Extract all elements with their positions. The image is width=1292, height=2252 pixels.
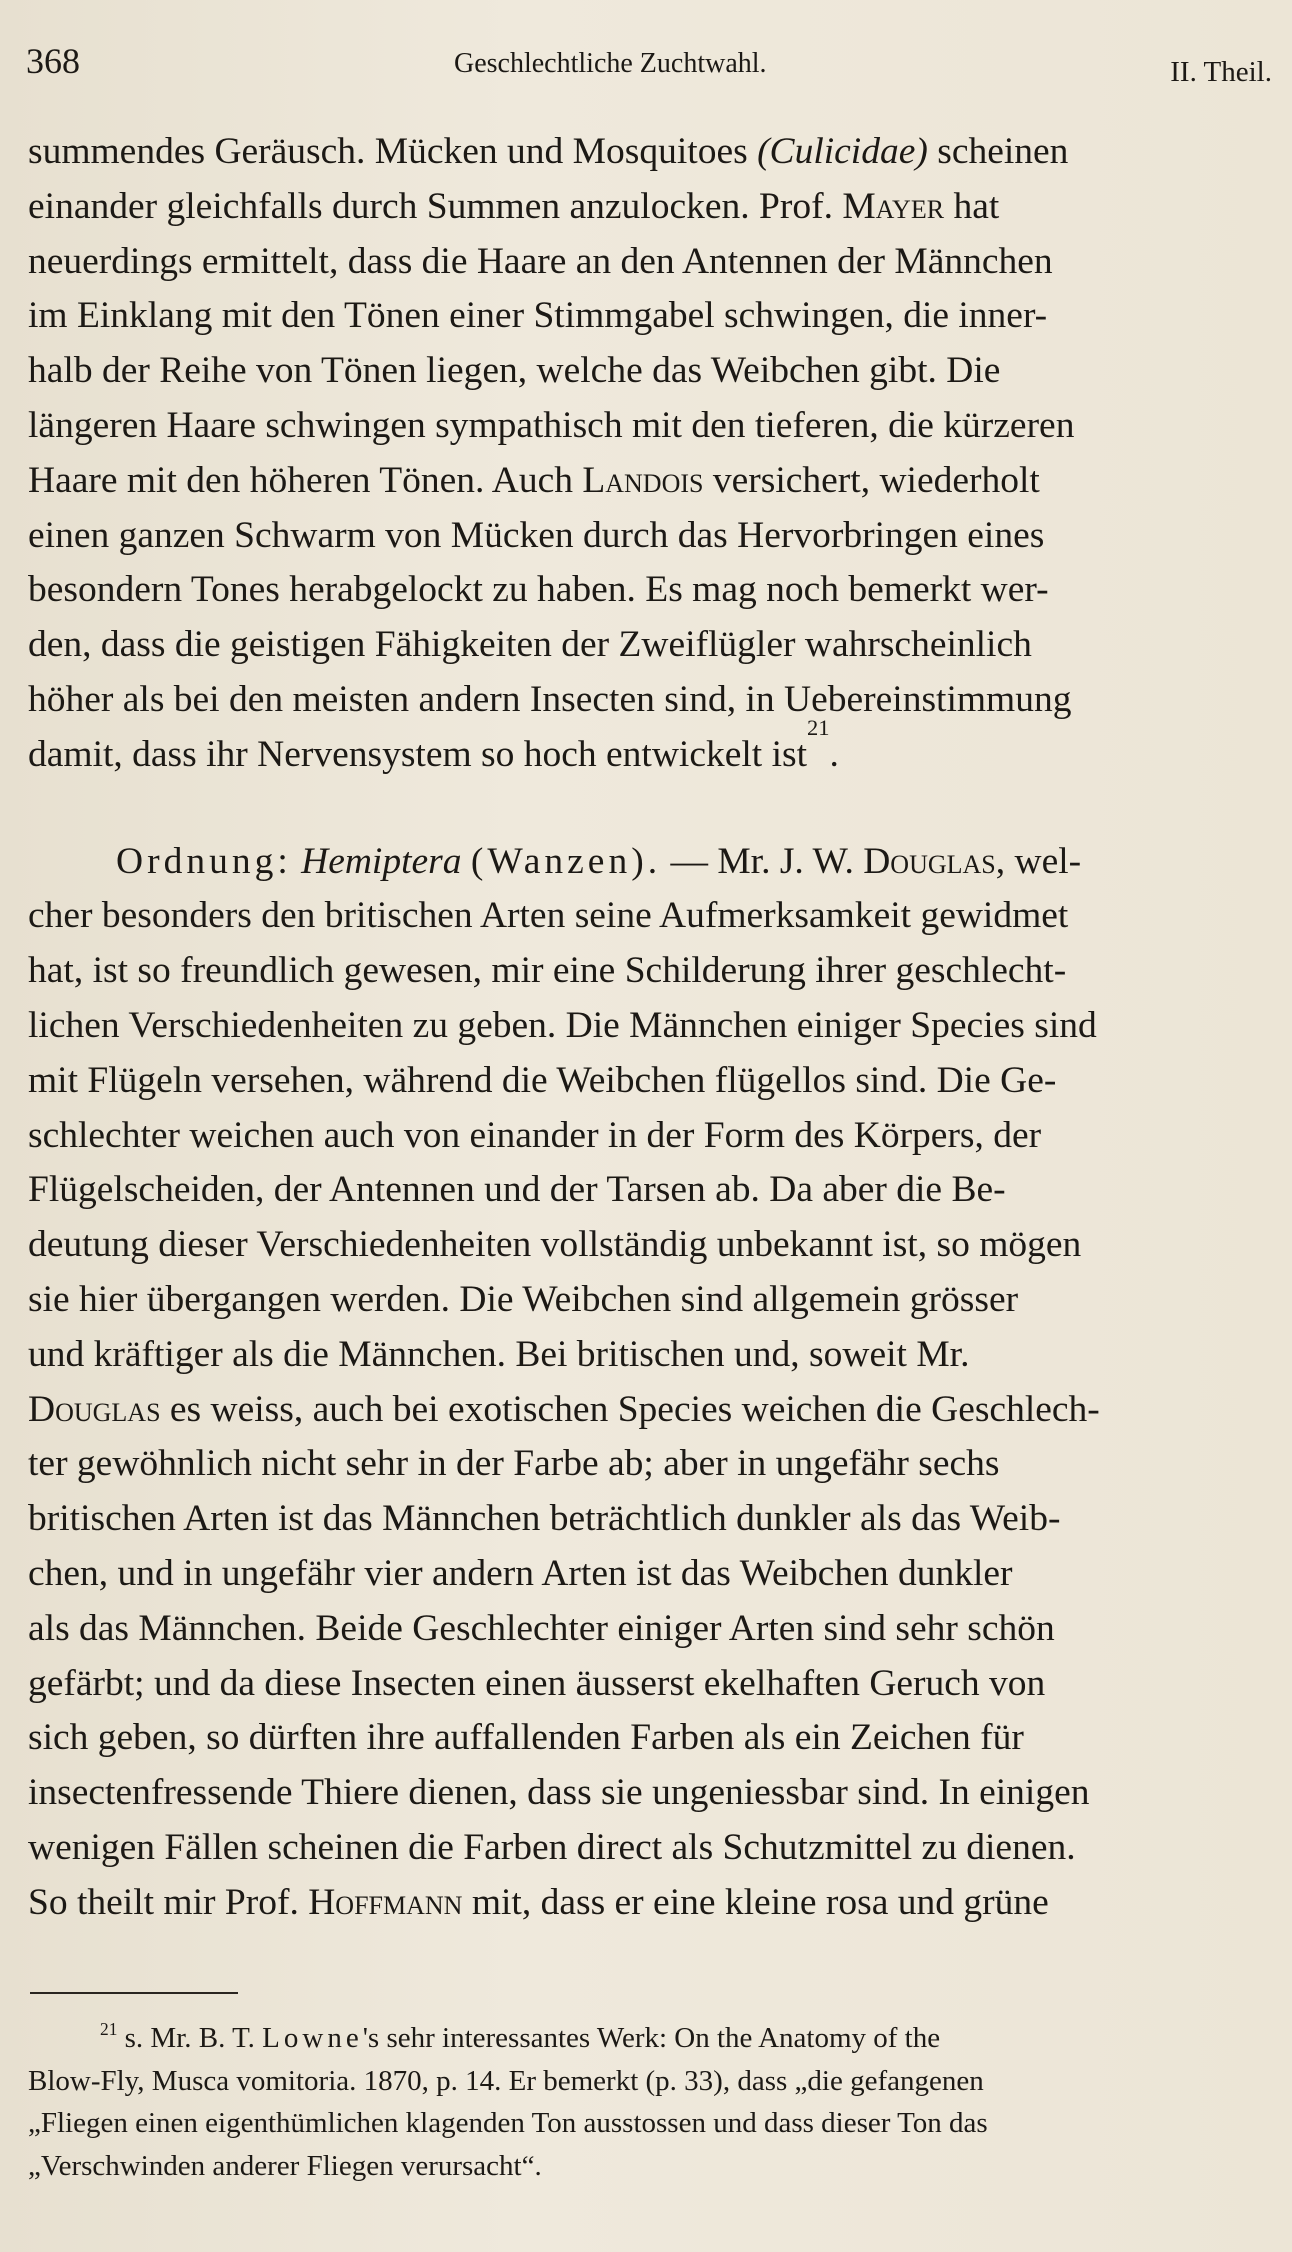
footnote-line: „Verschwinden anderer Fliegen verursacht“. [28,2149,542,2182]
text-line: einen ganzen Schwarm von Mücken durch das Hervorbringen eines [28,514,1045,556]
text-span: damit, dass ihr Nervensystem so hoch entwickelt ist [28,733,808,775]
text-line: insectenfressende Thiere dienen, dass sie ungeniessbar sind. In einigen [28,1772,1090,1814]
text-line: gefärbt; und da diese Insecten einen äusserst ekelhaften Geruch von [28,1662,1046,1704]
text-line: cher besonders den britischen Arten seine Aufmerksamkeit gewidmet [28,895,1069,937]
italic-term: Hemiptera [301,840,462,882]
text-line: sich geben, so dürften ihre auffallenden Farben als ein Zeichen für [28,1717,1024,1759]
footnote [28,2017,1270,2187]
section-label: (Wanzen). [470,840,662,882]
text-line: neuerdings ermittelt, dass die Haare an den Antennen der Männchen [28,240,1053,282]
section-label: Ordnung: [116,840,292,882]
main-text [28,125,1270,1931]
text-span: , wel- [995,840,1082,882]
text-line: lichen Verschiedenheiten zu geben. Die Männchen einiger Species sind [28,1004,1097,1046]
text-line: besondern Tones herabgelockt zu haben. Es mag noch bemerkt wer- [28,569,1049,611]
text-line [28,714,1270,783]
text-line: britischen Arten ist das Männchen beträchtlich dunkler als das Weib- [28,1498,1061,1540]
footnote-reference: 21 [807,714,830,740]
text-span: — Mr. J. W. [661,840,864,882]
text-span: scheinen [927,131,1069,172]
text-line [28,454,1270,509]
part-label: II. Theil. [1170,56,1272,88]
author-name: Douglas [28,1388,161,1430]
text-line: halb der Reihe von Tönen liegen, welche das Weibchen gibt. Die [28,350,1001,392]
author-name: Lowne [262,2022,363,2054]
text-line: sie hier übergangen werden. Die Weibchen sind allgemein grösser [28,1278,1019,1320]
text-line: und kräftiger als die Männchen. Bei britischen und, soweit Mr. [28,1333,970,1375]
author-name: Hoffmann [308,1881,463,1923]
text-span: Haare mit den höheren Tönen. Auch [28,459,583,501]
footnote-divider [30,1992,238,1994]
text-line: wenigen Fällen scheinen die Farben direct als Schutzmittel zu dienen. [28,1826,1076,1868]
text-span: So theilt mir Prof. [28,1881,309,1923]
text-span: es weiss, auch bei exotischen Species weichen die Geschlech- [160,1388,1100,1430]
text-line: höher als bei den meisten andern Insecten sind, in Uebereinstimmung [28,678,1072,720]
author-name: Douglas [863,840,996,882]
text-span: s. Mr. B. T. [117,2022,263,2054]
text-line: den, dass die geistigen Fähigkeiten der Zweiflügler wahrscheinlich [28,624,1032,666]
text-line [28,1876,1270,1931]
text-line [28,180,1270,235]
text-line: Flügelscheiden, der Antennen und der Tarsen ab. Da aber die Be- [28,1169,1006,1211]
text-line [28,125,1270,180]
text-line: hat, ist so freundlich gewesen, mir eine Schilderung ihrer geschlecht- [28,950,1067,992]
paragraph-gap [28,783,1270,835]
footnote-line: Blow-Fly, Musca vomitoria. 1870, p. 14. Er bemerkt (p. 33), dass „die gefangenen [28,2064,984,2097]
running-title: Geschlechtliche Zuchtwahl. [454,48,767,79]
text-span: einander gleichfalls durch Summen anzulocken. Prof. [28,185,843,227]
text-span: hat [944,185,1000,227]
text-span: mit, dass er eine kleine rosa und grüne [462,1881,1049,1923]
author-name: Landois [582,459,704,501]
footnote-line [28,2017,1270,2060]
text-span: versichert, wiederholt [703,459,1040,501]
text-line [28,1383,1270,1438]
text-line: mit Flügeln versehen, während die Weibchen flügellos sind. Die Ge- [28,1059,1057,1101]
footnote-number: 21 [100,2018,118,2039]
text-line: ter gewöhnlich nicht sehr in der Farbe ab; aber in ungefähr sechs [28,1443,1000,1485]
italic-term: (Culicidae) [757,131,928,172]
footnote-line: „Fliegen einen eigenthümlichen klagenden Ton ausstossen und dass dieser Ton das [28,2107,988,2139]
text-line: längeren Haare schwingen sympathisch mit den tieferen, die kürzeren [28,404,1075,446]
text-line: deutung dieser Verschiedenheiten vollständig unbekannt ist, so mögen [28,1224,1082,1266]
text-span: 's sehr interessantes Werk: On the Anatomy of the [362,2022,941,2054]
text-span: summendes Geräusch. Mücken und Mosquitoes [28,131,758,172]
author-name: Mayer [842,185,945,227]
text-line: chen, und in ungefähr vier andern Arten ist das Weibchen dunkler [28,1552,1013,1594]
text-span: . [829,733,839,775]
text-line: als das Männchen. Beide Geschlechter einiger Arten sind sehr schön [28,1607,1055,1649]
text-line: schlechter weichen auch von einander in der Form des Körpers, der [28,1114,1042,1156]
text-line [28,835,1270,890]
page-header [26,40,1272,100]
text-line: im Einklang mit den Tönen einer Stimmgabel schwingen, die inner- [28,295,1048,337]
page-number: 368 [26,41,80,81]
